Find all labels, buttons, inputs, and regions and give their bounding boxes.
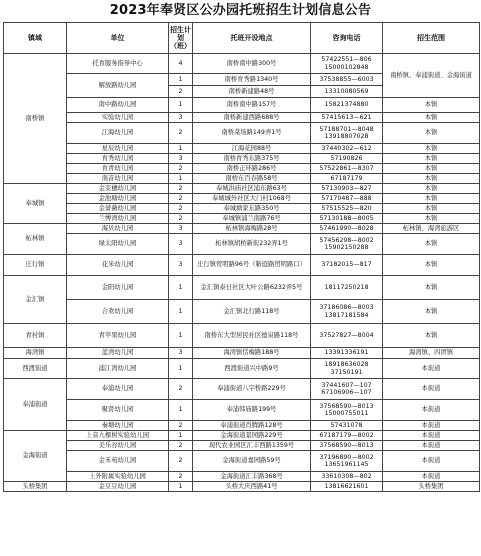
table-row bbox=[4, 451, 480, 472]
cell-plan: 4 bbox=[169, 54, 193, 74]
cell-town: 头桥集团 bbox=[4, 482, 67, 492]
cell-town: 金海街道 bbox=[4, 431, 67, 482]
cell-unit: 金豆豆幼儿园 bbox=[67, 482, 169, 492]
cell-plan: 2 bbox=[169, 184, 193, 194]
table-row bbox=[4, 359, 480, 379]
cell-location: 南桥南中路300号 bbox=[193, 54, 311, 74]
cell-unit: 兰博湾幼儿园 bbox=[67, 214, 169, 224]
cell-plan: 2 bbox=[169, 123, 193, 144]
cell-phone: 37186086—8003 13817181584 bbox=[311, 300, 383, 324]
cell-unit: 金池塘幼儿园 bbox=[67, 194, 169, 204]
cell-range: 本街道 bbox=[383, 359, 480, 379]
table-row bbox=[4, 174, 480, 184]
cell-range: 南桥镇、奉浦街道、金海街道 bbox=[383, 54, 480, 98]
cell-location: 奉城塘家东路350号 bbox=[193, 204, 311, 214]
cell-unit: 上外附属实验幼儿园 bbox=[67, 472, 169, 482]
table-row bbox=[4, 300, 480, 324]
cell-town: 柘林镇 bbox=[4, 224, 67, 255]
cell-unit: 花米幼儿园 bbox=[67, 255, 169, 276]
cell-unit: 金禾苑幼儿园 bbox=[67, 451, 169, 472]
cell-plan: 3 bbox=[169, 348, 193, 359]
cell-range: 头桥集团 bbox=[383, 482, 480, 492]
cell-unit: 美乐谷幼儿园 bbox=[67, 441, 169, 451]
cell-plan: 2 bbox=[169, 472, 193, 482]
cell-phone: 57415613—621 bbox=[311, 113, 383, 123]
cell-phone: 13391336191 bbox=[311, 348, 383, 359]
header-plan: 招生计划（班） bbox=[169, 23, 193, 54]
cell-location: 金海街道嘉园路59号 bbox=[193, 451, 311, 472]
cell-location: 奉城镇浦兰南路76号 bbox=[193, 214, 311, 224]
cell-unit: 星辰幼儿园 bbox=[67, 144, 169, 154]
cell-unit: 青苹果幼儿园 bbox=[67, 324, 169, 348]
table-row bbox=[4, 224, 480, 234]
cell-plan: 1 bbox=[169, 300, 193, 324]
cell-range: 本镇 bbox=[383, 164, 480, 174]
cell-plan: 2 bbox=[169, 421, 193, 431]
cell-phone: 57522861—8307 bbox=[311, 164, 383, 174]
cell-plan: 1 bbox=[169, 98, 193, 113]
table-row bbox=[4, 154, 480, 164]
cell-range: 本街道 bbox=[383, 421, 480, 431]
cell-town: 南桥镇 bbox=[4, 54, 67, 184]
table-row bbox=[4, 194, 480, 204]
cell-range: 海湾镇、四团镇 bbox=[383, 348, 480, 359]
table-row bbox=[4, 472, 480, 482]
cell-unit: 绿太阳幼儿园 bbox=[67, 234, 169, 255]
cell-location: 南桥正环路286号 bbox=[193, 164, 311, 174]
table-row bbox=[4, 113, 480, 123]
cell-range: 本街道 bbox=[383, 400, 480, 421]
cell-location: 金汇镇北行路118号 bbox=[193, 300, 311, 324]
cell-location: 奉城洪庙社区浦东路63号 bbox=[193, 184, 311, 194]
cell-plan: 3 bbox=[169, 234, 193, 255]
table-row bbox=[4, 348, 480, 359]
table-row bbox=[4, 482, 480, 492]
table-row bbox=[4, 184, 480, 194]
table-row bbox=[4, 144, 480, 154]
cell-range: 本镇 bbox=[383, 123, 480, 144]
cell-location: 江海花园88号 bbox=[193, 144, 311, 154]
cell-location: 柘林镇海梅路28号 bbox=[193, 224, 311, 234]
cell-location: 奉城城外社区大门村1068号 bbox=[193, 194, 311, 204]
cell-plan: 2 bbox=[169, 379, 193, 400]
cell-phone: 13816621601 bbox=[311, 482, 383, 492]
cell-phone: 57190826 bbox=[311, 154, 383, 164]
cell-phone: 37538855—6003 bbox=[311, 74, 383, 86]
cell-range: 本镇 bbox=[383, 184, 480, 194]
cell-unit: 金蔷薇幼儿园 bbox=[67, 204, 169, 214]
cell-plan: 2 bbox=[169, 214, 193, 224]
cell-range: 本街道 bbox=[383, 379, 480, 400]
cell-range: 本镇 bbox=[383, 98, 480, 113]
cell-location: 奉浦街道肖腾路128号 bbox=[193, 421, 311, 431]
table-row bbox=[4, 400, 480, 421]
cell-plan: 1 bbox=[169, 482, 193, 492]
header-range: 招生范围 bbox=[383, 23, 480, 54]
cell-phone: 57130903—827 bbox=[311, 184, 383, 194]
cell-plan: 1 bbox=[169, 400, 193, 421]
cell-unit: 浦江湾幼儿园 bbox=[67, 359, 169, 379]
cell-plan: 3 bbox=[169, 255, 193, 276]
cell-range: 本街道 bbox=[383, 451, 480, 472]
cell-town: 庄行镇 bbox=[4, 255, 67, 276]
cell-phone: 37527827—8004 bbox=[311, 324, 383, 348]
cell-range: 本镇 bbox=[383, 234, 480, 255]
cell-phone: 18117250218 bbox=[311, 276, 383, 300]
cell-range: 柘林镇、海湾旅游区 bbox=[383, 224, 480, 234]
cell-plan: 2 bbox=[169, 204, 193, 214]
cell-plan: 3 bbox=[169, 154, 193, 164]
table-row bbox=[4, 234, 480, 255]
cell-location: 金汇镇泰日社区大叶公路6232弄5号 bbox=[193, 276, 311, 300]
cell-range: 本街道 bbox=[383, 472, 480, 482]
cell-town: 青村镇 bbox=[4, 324, 67, 348]
table-row bbox=[4, 98, 480, 113]
cell-unit: 聚贤幼儿园 bbox=[67, 400, 169, 421]
cell-location: 庄行镇贸明路96号（靳庭路贸明路口） bbox=[193, 255, 311, 276]
cell-location: 金海街道汇丰路368号 bbox=[193, 472, 311, 482]
cell-range: 本街道 bbox=[383, 431, 480, 441]
cell-town: 金汇镇 bbox=[4, 276, 67, 324]
cell-location: 现代农业园区汇丰西路1359号 bbox=[193, 441, 311, 451]
cell-location: 金海街道景园路229号 bbox=[193, 431, 311, 441]
table-row bbox=[4, 421, 480, 431]
cell-range: 本镇 bbox=[383, 255, 480, 276]
cell-unit: 南音幼儿园 bbox=[67, 174, 169, 184]
cell-range: 本镇 bbox=[383, 194, 480, 204]
table-row bbox=[4, 441, 480, 451]
cell-plan: 2 bbox=[169, 451, 193, 472]
cell-phone: 37196890—8002 13651961145 bbox=[311, 451, 383, 472]
cell-location: 头桥大庆西路41号 bbox=[193, 482, 311, 492]
table-row bbox=[4, 431, 480, 441]
cell-unit: 金麦穗幼儿园 bbox=[67, 184, 169, 194]
cell-range: 本街道 bbox=[383, 441, 480, 451]
cell-phone: 57456298—8002 15902150288 bbox=[311, 234, 383, 255]
table-row bbox=[4, 255, 480, 276]
cell-unit: 上音九棵树实验幼儿园 bbox=[67, 431, 169, 441]
cell-phone: 67187179 bbox=[311, 174, 383, 184]
cell-phone: 13310080569 bbox=[311, 86, 383, 98]
cell-location: 南桥育秀路1340号 bbox=[193, 74, 311, 86]
cell-unit: 托育服务指导中心 bbox=[67, 54, 169, 74]
cell-town: 西渡街道 bbox=[4, 359, 67, 379]
cell-range: 本镇 bbox=[383, 276, 480, 300]
cell-unit: 育秀幼儿园 bbox=[67, 154, 169, 164]
cell-location: 奉浦街道八字桥路229号 bbox=[193, 379, 311, 400]
cell-unit: 江海幼儿园 bbox=[67, 123, 169, 144]
cell-town: 奉浦街道 bbox=[4, 379, 67, 431]
cell-location: 南桥东大型居民社区德泉路118号 bbox=[193, 324, 311, 348]
cell-plan: 2 bbox=[169, 164, 193, 174]
cell-range: 本镇 bbox=[383, 324, 480, 348]
cell-phone: 37568590—8013 15000755011 bbox=[311, 400, 383, 421]
cell-phone: 57130188—8005 bbox=[311, 214, 383, 224]
cell-town: 奉城镇 bbox=[4, 184, 67, 224]
cell-phone: 57431078 bbox=[311, 421, 383, 431]
table-row bbox=[4, 324, 480, 348]
cell-unit: 育青幼儿园 bbox=[67, 164, 169, 174]
cell-location: 柘林镇胡桥新街232弄1号 bbox=[193, 234, 311, 255]
table-row bbox=[4, 54, 480, 74]
cell-range: 本镇 bbox=[383, 300, 480, 324]
cell-location: 南桥育秀东路375号 bbox=[193, 154, 311, 164]
enrollment-table bbox=[3, 22, 480, 492]
cell-town: 海湾镇 bbox=[4, 348, 67, 359]
cell-phone: 37568590—8013 bbox=[311, 441, 383, 451]
cell-unit: 南中路幼儿园 bbox=[67, 98, 169, 113]
cell-phone: 57461990—8028 bbox=[311, 224, 383, 234]
cell-plan: 2 bbox=[169, 441, 193, 451]
cell-range: 本镇 bbox=[383, 204, 480, 214]
cell-phone: 37440302—612 bbox=[311, 144, 383, 154]
cell-phone: 57422551—806 15000102848 bbox=[311, 54, 383, 74]
cell-location: 西渡街道兴中路9号 bbox=[193, 359, 311, 379]
cell-range: 本镇 bbox=[383, 113, 480, 123]
header-location: 托班开设地点 bbox=[193, 23, 311, 54]
cell-plan: 1 bbox=[169, 359, 193, 379]
cell-location: 南桥东百春路58号 bbox=[193, 174, 311, 184]
cell-location: 南桥菜场路149弄1号 bbox=[193, 123, 311, 144]
cell-plan: 1 bbox=[169, 431, 193, 441]
cell-range: 本镇 bbox=[383, 174, 480, 184]
cell-location: 奉浦韩庙路199号 bbox=[193, 400, 311, 421]
header-phone: 咨询电话 bbox=[311, 23, 383, 54]
table-header-row bbox=[4, 23, 480, 54]
cell-unit: 金阳幼儿园 bbox=[67, 276, 169, 300]
table-row bbox=[4, 276, 480, 300]
cell-phone: 37441607—107 67106906—107 bbox=[311, 379, 383, 400]
cell-range: 本镇 bbox=[383, 154, 480, 164]
cell-unit: 奉浦幼儿园 bbox=[67, 379, 169, 400]
cell-phone: 57515525—820 bbox=[311, 204, 383, 214]
cell-plan: 2 bbox=[169, 86, 193, 98]
cell-unit: 实验幼儿园 bbox=[67, 113, 169, 123]
header-unit: 单位 bbox=[67, 23, 169, 54]
cell-plan: 1 bbox=[169, 74, 193, 86]
cell-plan: 2 bbox=[169, 194, 193, 204]
cell-unit: 海贝幼儿园 bbox=[67, 224, 169, 234]
cell-location: 南桥南中路157号 bbox=[193, 98, 311, 113]
cell-range: 本镇 bbox=[383, 214, 480, 224]
cell-plan: 1 bbox=[169, 324, 193, 348]
cell-phone: 18918636028 37150191 bbox=[311, 359, 383, 379]
cell-location: 南桥新建路48号 bbox=[193, 86, 311, 98]
cell-phone: 67187179—8002 bbox=[311, 431, 383, 441]
cell-plan: 1 bbox=[169, 174, 193, 184]
cell-plan: 3 bbox=[169, 113, 193, 123]
table-row bbox=[4, 204, 480, 214]
page-title: 2023年奉贤区公办园托班招生计划信息公告 bbox=[109, 3, 372, 18]
cell-unit: 蓝湾幼儿园 bbox=[67, 348, 169, 359]
table-row bbox=[4, 379, 480, 400]
cell-phone: 57170487—888 bbox=[311, 194, 383, 204]
cell-location: 南桥新建西路688号 bbox=[193, 113, 311, 123]
cell-unit: 秦塘幼儿园 bbox=[67, 421, 169, 431]
cell-plan: 1 bbox=[169, 144, 193, 154]
header-town: 镇域 bbox=[4, 23, 67, 54]
cell-phone: 33610308—802 bbox=[311, 472, 383, 482]
cell-unit: 解放路幼儿园 bbox=[67, 74, 169, 98]
cell-phone: 57188701—8048 13918807028 bbox=[311, 123, 383, 144]
cell-location: 海湾镇恬梅路188号 bbox=[193, 348, 311, 359]
table-row bbox=[4, 214, 480, 224]
cell-plan: 1 bbox=[169, 276, 193, 300]
cell-phone: 15821374880 bbox=[311, 98, 383, 113]
cell-plan: 3 bbox=[169, 224, 193, 234]
table-row bbox=[4, 164, 480, 174]
cell-phone: 37182015—817 bbox=[311, 255, 383, 276]
cell-unit: 合欢幼儿园 bbox=[67, 300, 169, 324]
table-row bbox=[4, 123, 480, 144]
cell-range: 本镇 bbox=[383, 144, 480, 154]
